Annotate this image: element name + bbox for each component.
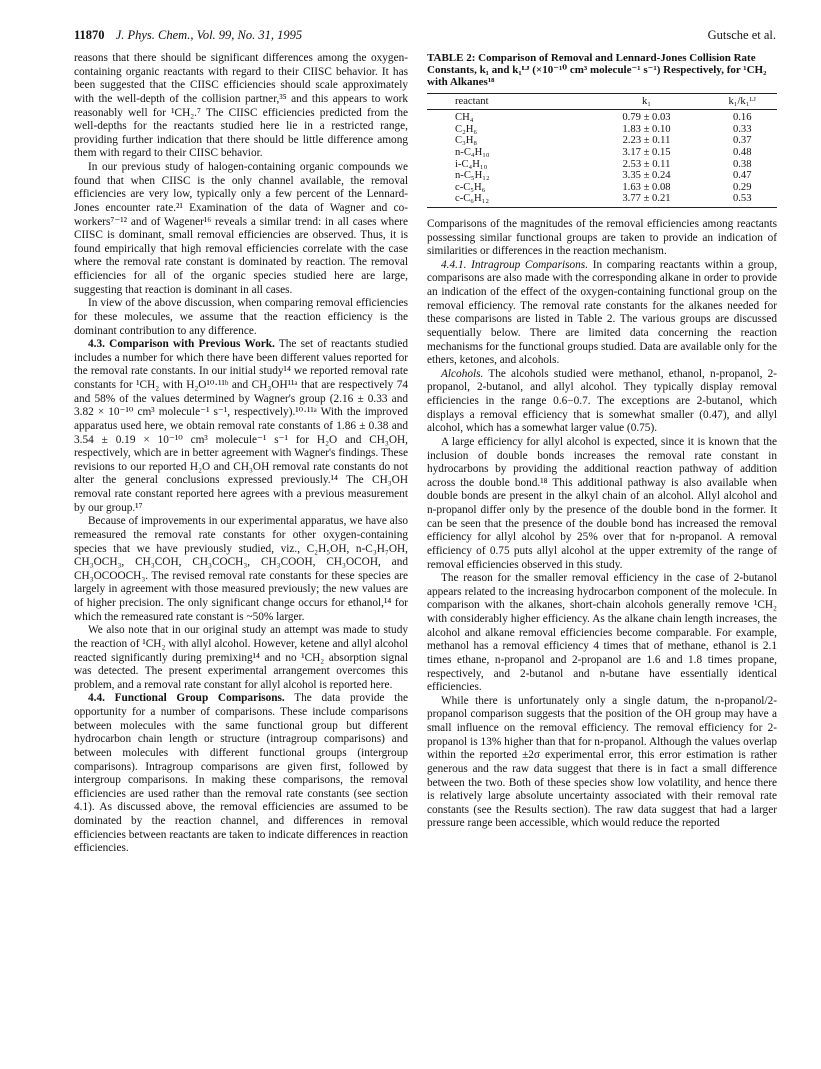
table-cell: 0.37 [732,135,752,147]
table-cell: 1.63 ± 0.08 [622,181,671,193]
paragraph: We also note that in our original study an attempt was made to study the reaction of ¹CH₂ with allyl alcohol. However, ketene and allyl alcohol reacted significantly during premixing¹⁴ and no ¹CH₂ absorption signal was detected. The present experimental arrangement overcomes this problem, and a removal rate constant for allyl alcohol is reported here. [74,624,408,691]
table-cell: C₃H₈ [455,135,478,147]
paragraph: The reason for the smaller removal efficiency in the case of 2-butanol appears related to the increasing hydrocarbon component of the molecule. In comparison with the alkanes, short-chain alcohols generally remove ¹CH₂ with considerably higher efficiency. As the alkane chain length increases, the alcohol and alkane removal efficiencies become comparable. For example, methanol has a removal efficiency 4 times that of methane, ethanol is 2.1 times ethane, n-propanol and 2-propanol are 1.6 and 1.8 times propane, respectively, and 2-butanol and n-butane have essentially identical efficiencies. [427,572,777,694]
table-cell: c-C₅H₆ [455,181,486,193]
table-cell: 0.47 [732,170,752,182]
table-cell: 3.35 ± 0.24 [622,170,671,182]
table-row [427,159,777,171]
table-cell: C₂H₆ [455,123,478,135]
table-cell: 3.77 ± 0.21 [585,193,707,207]
table-cell: 0.16 [732,112,752,124]
left-column [74,52,408,856]
table-cell: 0.33 [732,123,752,135]
table-cell: n-C₄H₁₀ [455,146,490,158]
paragraph: Comparisons of the magnitudes of the removal efficiencies among reactants possessing similar functional groups are taken to provide an indication of similarities or differences in the reaction mechanism. [427,217,777,258]
table-row [427,135,777,147]
table-cell: 2.53 ± 0.11 [622,158,671,170]
table-row [427,124,777,136]
table-cell: 3.17 ± 0.15 [622,146,671,158]
page-header [74,28,776,46]
column-header: reactant [427,93,585,110]
paragraph: In our previous study of halogen-containing organic compounds we found that when CIISC is the only channel available, the removal efficiencies are very low, typically only a few percent of the Lennard-Jones encounter rate.²¹ Examination of the data of Wagner and co-workers⁷⁻¹² and of Wagener¹⁶ reveals a similar trend: in all cases where CIISC is dominant, small removal efficiencies are observed. Thus, it is found empirically that high removal efficiencies correlate with the case where the removal rate constant is dominated by reaction. The removal efficiencies for all of the organic species studied here are large, suggesting that reaction is dominant in all cases. [74,161,408,296]
table-cell: CH₄ [455,112,474,124]
table-cell: 0.79 ± 0.03 [622,112,671,124]
right-column [427,52,777,831]
table-row [427,170,777,182]
journal-citation: J. Phys. Chem., Vol. 99, No. 31, 1995 [115,28,303,42]
column-header: k₁ [585,93,707,110]
table-cell: 0.29 [732,181,752,193]
table-cell: 0.38 [732,158,752,170]
table-row [427,147,777,159]
table-row [427,110,777,124]
table-cell: n-C₅H₁₂ [455,170,490,182]
paragraph: In view of the above discussion, when comparing removal efficiencies for these molecules, we assume that the reaction efficiency is the dominant contribution to any difference. [74,297,408,337]
page-number: 11870 [74,28,105,42]
table-cell: 2.23 ± 0.11 [622,135,671,147]
table-caption: TABLE 2: Comparison of Removal and Lennard-Jones Collision Rate Constants, k₁ and k₁ᴸᴶ (×10⁻¹⁰ cm³ molecule⁻¹ s⁻¹) Respectively, for ¹CH₂ with Alkanes¹⁸ [427,52,767,89]
section-paragraph: Alcohols. The alcohols studied were methanol, ethanol, n-propanol, 2-propanol, 2-butanol, and allyl alcohol. They typically display removal efficiencies in the range 0.6−0.7. The exceptions are 2-butanol, which displays a removal efficiency that is somewhat smaller (0.47), and allyl alcohol, which has a somewhat larger value (0.75). [427,367,777,435]
table-row [427,182,777,194]
section-paragraph: 4.3. Comparison with Previous Work. The set of reactants studied includes a number for which there have been different values reported for the removal rate constants. In our initial study¹⁴ we reported removal rate constants for ¹CH₂ with H₂O¹⁰·¹¹ᵇ and CH₃OH¹¹ᵃ that are respectively 74 and 58% of the values determined by Wagner's group (2.16 ± 0.33 and 3.82 × 10⁻¹⁰ cm³ molecule⁻¹ s⁻¹, respectively).¹⁰·¹¹ᵃ With the improved apparatus used here, we obtain removal rate constants of 1.86 ± 0.38 and 3.54 ± 0.19 × 10⁻¹⁰ cm³ molecule⁻¹ s⁻¹ for H₂O and CH₃OH, respectively, which are in better agreement with Wagner's findings. These revisions to our reported H₂O and CH₃OH removal rate constants do not alter the general conclusions expressed previously.¹⁴ The CH₃OH removal rate constant reported here agrees with a previous measurement by our group.¹⁷ [74,338,409,514]
column-header: k₁/k₁ᴸᴶ [707,93,777,110]
table-cell: 1.83 ± 0.10 [622,123,671,135]
table-cell: 0.53 [707,193,777,207]
rate-constant-table [427,93,777,208]
table-cell: c-C₆H₁₂ [427,193,585,207]
subsection-heading: 4.4.1. Intragroup Comparisons. [441,258,589,271]
paragraph: A large efficiency for allyl alcohol is expected, since it is known that the inclusion of double bonds increases the removal rate constant in hydrocarbons by providing the additional reaction pathway of addition across the double bond.¹⁸ This additional pathway is also available when double bonds are present in the alkyl chain of an alcohol. Allyl alcohol and n-propanol differ only by the presence of the double bond in the former. It can be seen that the presence of the double bond has increased the removal efficiency for allyl alcohol by 25% over that for n-propanol. A removal efficiency of 0.75 puts allyl alcohol at the upper extremity of the range of removal efficiencies observed in this study. [427,435,777,571]
paragraph: While there is unfortunately only a single datum, the n-propanol/2-propanol comparison suggests that the position of the OH group may have a small influence on the removal efficiency. The removal efficiency for 2-propanol is 13% higher than that for n-propanol. Although the values overlap within the reported ±2σ experimental error, this error estimation is rather generous and the raw data suggest that there is in fact a small difference between the two. Both of these species show low volatility, and hence there is relatively large absolute uncertainty associated with their removal rate constants (see the Results section). The raw data suggest that had a larger pressure range been accessible, which would reduce the reported [427,694,777,830]
section-paragraph: 4.4. Functional Group Comparisons. The data provide the opportunity for a number of comparisons. These include comparisons between molecules with the same functional group but different hydrocarbon chain length or structure (intragroup comparisons) and between molecules with different functional groups (intergroup comparisons). Intragroup comparisons are given first, followed by intergroup comparisons. In making these comparisons, the removal efficiencies are used rather than the removal rate constants (see section 4.1). As discussed above, the removal efficiencies are assumed to be dominated by the reaction channel, and differences in removal efficiencies between reactants are taken to indicate differences in reaction efficiencies. [74,692,408,855]
running-authors: Gutsche et al. [707,28,776,42]
table-2 [427,52,777,208]
section-heading: 4.3. Comparison with Previous Work. [88,338,275,351]
subsection-heading: Alcohols. [441,367,484,380]
section-paragraph: 4.4.1. Intragroup Comparisons. In comparing reactants within a group, comparisons are also made with the corresponding alkane in order to provide an indication of the effect of the oxygen-containing functional group on the removal efficiency. The removal rate constants for the alkanes needed for these comparisons are listed in Table 2. The various groups are discussed sequentially below. There are limited data concerning the reaction mechanisms for the functional groups studied. Data are available only for the ethers, ketones, and alcohols. [427,258,778,367]
table-cell: i-C₄H₁₀ [455,158,488,170]
paragraph: reasons that there should be significant differences among the oxygen-containing organic reactants with regard to their CIISC behavior. It has been suggested that the CIISC efficiencies should scale approximately with the well-depth of the collision partner,³⁵ and this appears to work reasonably well for ¹CH₂.⁷ The CIISC efficiencies predicted from the well-depths for the reactants studied here lie in a restricted range, providing further indication that there should be little difference among them with regard to their CIISC behavior. [74,52,408,160]
table-header-row [427,93,777,110]
section-heading: 4.4. Functional Group Comparisons. [88,692,285,705]
table-cell: 0.48 [732,146,752,158]
paragraph: Because of improvements in our experimental apparatus, we have also remeasured the removal rate constants for other oxygen-containing species that we have previously studied, viz., C₂H₅OH, n-C₃H₇OH, CH₃OCH₃, CH₃COH, CH₃COCH₃, CH₃COOH, CH₃OCOH, and CH₃OCOOCH₃. The revised removal rate constants for these species are largely in agreement with those measured previously; the new values are of higher precision. The only significant change occurs for ethanol,¹⁴ for which the remeasured rate constant is ~50% larger. [74,515,408,623]
table-row [427,193,777,207]
